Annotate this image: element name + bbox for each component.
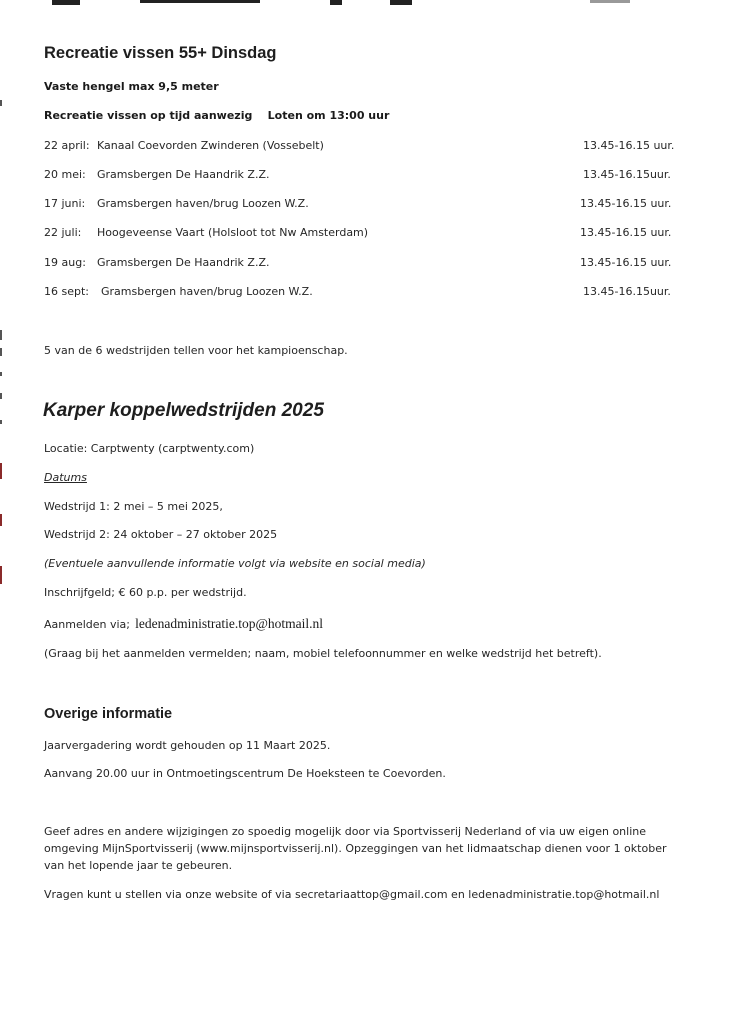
footer-line-3: van het lopende jaar te gebeuren. bbox=[44, 859, 233, 872]
register-note: (Graag bij het aanmelden vermelden; naam, mobiel telefoonnummer en welke wedstrijd het betreft). bbox=[44, 647, 602, 660]
section-title-karper: Karper koppelwedstrijden 2025 bbox=[43, 400, 324, 421]
subtitle-vaste-hengel: Vaste hengel max 9,5 meter bbox=[44, 80, 219, 93]
footer-line-1: Geef adres en andere wijzigingen zo spoedig mogelijk door via Sportvisserij Nederland of via uw eigen online bbox=[44, 825, 646, 838]
subtitle-aanwezig: Recreatie vissen op tijd aanwezig Loten om 13:00 uur bbox=[44, 109, 390, 122]
schedule-time: 13.45-16.15 uur. bbox=[580, 197, 672, 210]
scan-artifact bbox=[0, 393, 2, 399]
dates-heading: Datums bbox=[44, 471, 87, 484]
footer-contact-line: Vragen kunt u stellen via onze website of via secretariaattop@gmail.com en ledenadministratie.top@hotmail.nl bbox=[44, 888, 660, 901]
match-2-line: Wedstrijd 2: 24 oktober – 27 oktober 2025 bbox=[44, 528, 278, 541]
section-title-overige: Overige informatie bbox=[44, 706, 173, 722]
schedule-time: 13.45-16.15 uur. bbox=[580, 226, 672, 239]
schedule-date: 19 aug: bbox=[44, 256, 86, 269]
scan-artifact bbox=[0, 372, 2, 376]
schedule-date: 20 mei: bbox=[44, 168, 86, 181]
schedule-time: 13.45-16.15 uur. bbox=[580, 256, 672, 269]
register-line bbox=[44, 613, 323, 632]
section-title-recreatie: Recreatie vissen 55+ Dinsdag bbox=[44, 44, 277, 62]
register-email-link[interactable]: ledenadministratie.top@hotmail.nl bbox=[135, 616, 324, 631]
schedule-place: Hoogeveense Vaart (Holsloot tot Nw Amsterdam) bbox=[97, 226, 369, 239]
scan-artifact bbox=[0, 463, 2, 479]
schedule-date: 17 juni: bbox=[44, 197, 86, 210]
schedule-time: 13.45-16.15uur. bbox=[583, 168, 671, 181]
schedule-place: Kanaal Coevorden Zwinderen (Vossebelt) bbox=[97, 139, 324, 152]
schedule-time: 13.45-16.15uur. bbox=[583, 285, 671, 298]
meeting-date-line: Jaarvergadering wordt gehouden op 11 Maart 2025. bbox=[44, 739, 331, 752]
schedule-place: Gramsbergen De Haandrik Z.Z. bbox=[97, 168, 270, 181]
match-1-line: Wedstrijd 1: 2 mei – 5 mei 2025, bbox=[44, 500, 223, 513]
scan-artifacts-top bbox=[0, 0, 743, 8]
schedule-date: 16 sept: bbox=[44, 285, 89, 298]
schedule-place: Gramsbergen De Haandrik Z.Z. bbox=[97, 256, 270, 269]
footer-line-2: omgeving MijnSportvisserij (www.mijnsportvisserij.nl). Opzeggingen van het lidmaatschap dienen voor 1 oktober bbox=[44, 842, 667, 855]
scan-artifact bbox=[0, 566, 2, 584]
extra-info-line: (Eventuele aanvullende informatie volgt via website en social media) bbox=[44, 557, 426, 570]
championship-note: 5 van de 6 wedstrijden tellen voor het kampioenschap. bbox=[44, 344, 348, 357]
register-prefix: Aanmelden via; bbox=[44, 618, 131, 631]
scan-artifact bbox=[0, 420, 2, 424]
scan-artifact bbox=[0, 348, 2, 356]
scan-artifact bbox=[0, 514, 2, 526]
meeting-location-line: Aanvang 20.00 uur in Ontmoetingscentrum De Hoeksteen te Coevorden. bbox=[44, 767, 446, 780]
schedule-date: 22 juli: bbox=[44, 226, 82, 239]
schedule-date: 22 april: bbox=[44, 139, 90, 152]
schedule-place: Gramsbergen haven/brug Loozen W.Z. bbox=[101, 285, 313, 298]
scan-artifact bbox=[0, 100, 2, 106]
schedule-place: Gramsbergen haven/brug Loozen W.Z. bbox=[97, 197, 309, 210]
location-line: Locatie: Carptwenty (carptwenty.com) bbox=[44, 442, 255, 455]
schedule-time: 13.45-16.15 uur. bbox=[583, 139, 675, 152]
fee-line: Inschrijfgeld; € 60 p.p. per wedstrijd. bbox=[44, 586, 247, 599]
scan-artifact bbox=[0, 330, 2, 340]
